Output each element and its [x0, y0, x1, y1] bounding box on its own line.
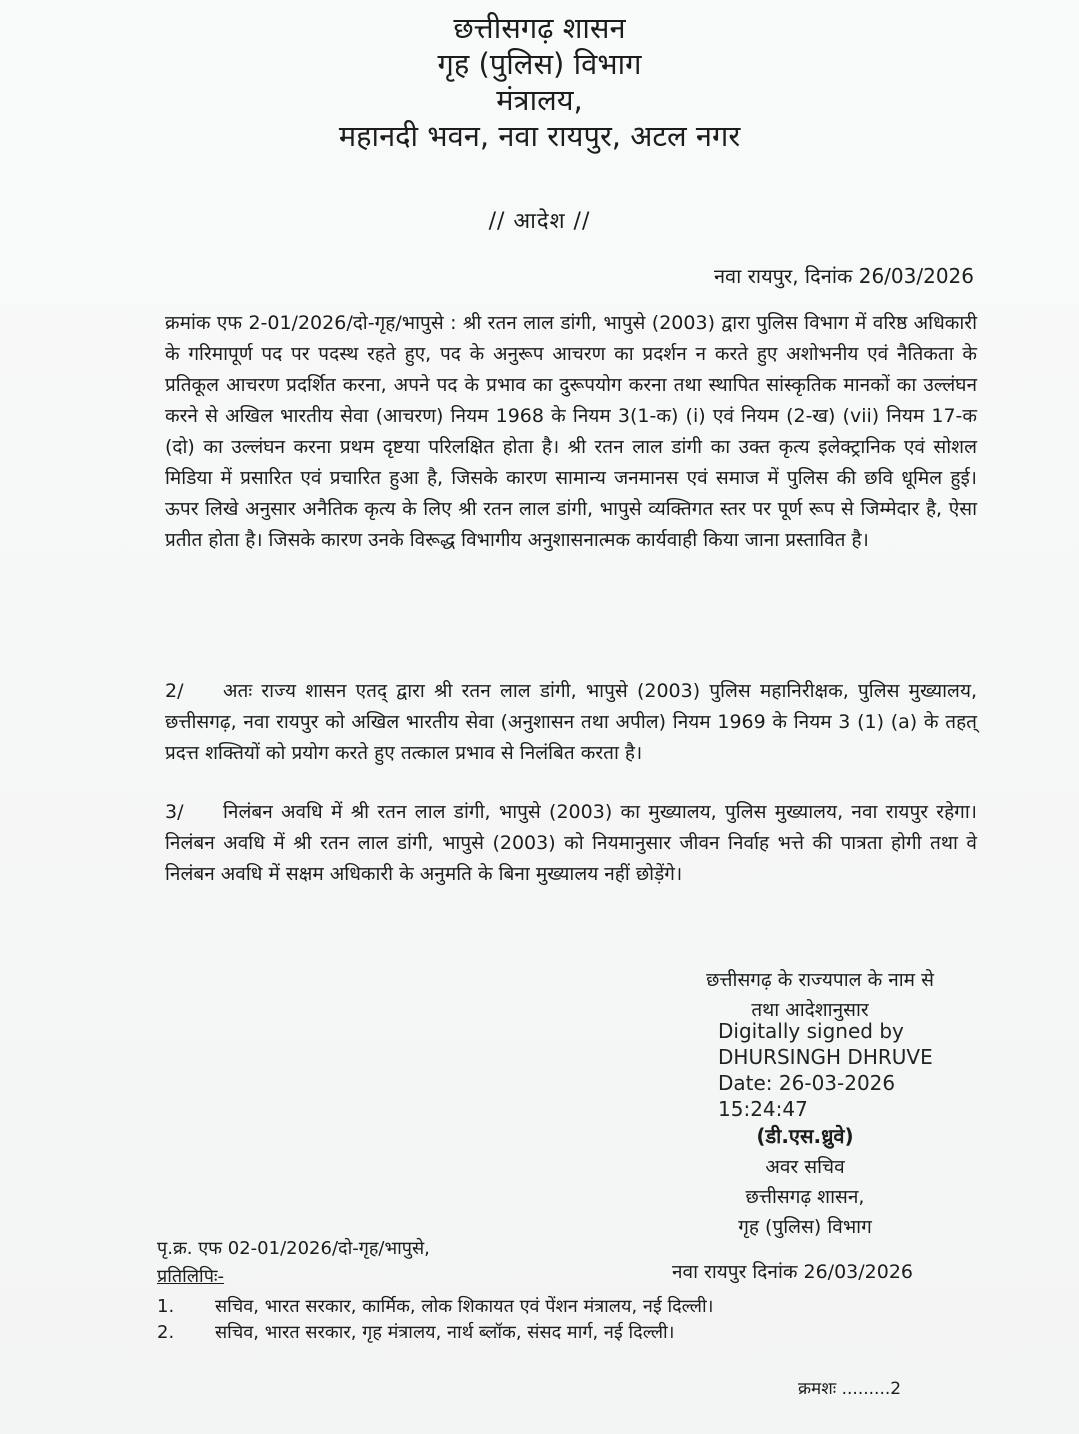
- paragraph-2: [165, 676, 977, 769]
- copy-to-number: 2.: [157, 1322, 175, 1343]
- letterhead: [0, 10, 1079, 154]
- copy-to-list: [157, 1294, 713, 1346]
- paragraph-number: 3/: [165, 801, 184, 823]
- copy-to-item: [157, 1294, 713, 1320]
- digital-signature-time: 15:24:47: [718, 1097, 808, 1121]
- paragraph-3: [165, 797, 977, 890]
- digital-signature: [718, 1018, 933, 1122]
- copy-to-label: प्रतिलिपिः-: [157, 1266, 225, 1287]
- letterhead-government: छत्तीसगढ़ शासन: [453, 11, 626, 45]
- paragraph-text: निलंबन अवधि में श्री रतन लाल डांगी, भापुसे (2003) का मुख्यालय, पुलिस मुख्यालय, नवा रायपुर रहेगा। निलंबन अवधि में श्री रतन लाल डांगी, भापुसे (2003) को नियमानुसार जीवन निर्वाह भत्ते की पात्रता होगी तथा वे निलंबन अवधि में सक्षम अधिकारी के अनुमति के बिना मुख्यालय नहीं छोड़ेंगे।: [165, 801, 977, 885]
- copy-to-text: सचिव, भारत सरकार, गृह मंत्रालय, नार्थ ब्लॉक, संसद मार्ग, नई दिल्ली।: [215, 1322, 675, 1343]
- digital-signature-name: DHURSINGH DHRUVE: [718, 1045, 933, 1069]
- authority-line-1: छत्तीसगढ़ के राज्यपाल के नाम से: [706, 969, 934, 991]
- letterhead-department: गृह (पुलिस) विभाग: [437, 47, 642, 81]
- paragraph-text: अतः राज्य शासन एतद् द्वारा श्री रतन लाल डांगी, भापुसे (2003) पुलिस महानिरीक्षक, पुलिस मुख्यालय, छत्तीसगढ़, नवा रायपुर को अखिल भारतीय सेवा (अनुशासन तथा अपील) नियम 1969 के नियम 3 (1) (a) के तहत् प्रदत्त शक्तियों को प्रयोग करते हुए तत्काल प्रभाव से निलंबित करता है।: [165, 680, 977, 764]
- order-place-date: नवा रायपुर, दिनांक 26/03/2026: [713, 264, 974, 288]
- digital-signature-date: Date: 26-03-2026: [718, 1071, 896, 1095]
- letterhead-ministry: मंत्रालय,: [496, 83, 583, 117]
- signatory-org-2: गृह (पुलिस) विभाग: [738, 1216, 872, 1238]
- endorsement-ref-no: पृ.क्र. एफ 02-01/2026/दो-गृह/भापुसे,: [157, 1238, 430, 1259]
- copy-to-number: 1.: [157, 1296, 175, 1317]
- copy-to-text: सचिव, भारत सरकार, कार्मिक, लोक शिकायत एवं पेंशन मंत्रालय, नई दिल्ली।: [215, 1296, 714, 1317]
- signatory-org-1: छत्तीसगढ़ शासन,: [745, 1186, 865, 1208]
- signatory-designation-block: [700, 1152, 910, 1242]
- endorsement-place-date: नवा रायपुर दिनांक 26/03/2026: [672, 1261, 914, 1283]
- order-title: // आदेश //: [488, 209, 591, 234]
- digital-signature-label: Digitally signed by: [718, 1019, 904, 1043]
- authority-line-2: तथा आदेशानुसार: [751, 999, 869, 1021]
- paragraph-1: क्रमांक एफ 2-01/2026/दो-गृह/भापुसे : श्री रतन लाल डांगी, भापुसे (2003) द्वारा पुलिस विभाग में वरिष्ठ अधिकारी के गरिमापूर्ण पद पर पदस्थ रहते हुए, पद के अनुरूप आचरण का प्रदर्शन न करते हुए अशोभनीय एवं नैतिकता के प्रतिकूल आचरण प्रदर्शित करना, अपने पद के प्रभाव का दुरूपयोग करना तथा स्थापित सांस्कृतिक मानकों का उल्लंघन करने से अखिल भारतीय सेवा (आचरण) नियम 1968 के नियम 3(1-क) (i) एवं नियम (2-ख) (vii) नियम 17-क (दो) का उल्लंघन करना प्रथम दृष्टया परिलक्षित होता है। श्री रतन लाल डांगी का उक्त कृत्य इलेक्ट्रानिक एवं सोशल मिडिया में प्रसारित एवं प्रचारित हुआ है, जिसके कारण सामान्य जनमानस एवं समाज में पुलिस की छवि धूमिल हुई। ऊपर लिखे अनुसार अनैतिक कृत्य के लिए श्री रतन लाल डांगी, भापुसे व्यक्तिगत स्तर पर पूर्ण रूप से जिम्मेदार है, ऐसा प्रतीत होता है। जिसके कारण उनके विरूद्ध विभागीय अनुशासनात्मक कार्यवाही किया जाना प्रस्तावित है।: [165, 312, 977, 551]
- continued-marker: क्रमशः .........2: [798, 1379, 902, 1399]
- letterhead-address: महानदी भवन, नवा रायपुर, अटल नगर: [338, 119, 741, 153]
- signatory-designation: अवर सचिव: [765, 1156, 845, 1178]
- copy-to-item: [157, 1320, 713, 1346]
- signature-authority: [670, 965, 970, 1025]
- paragraph-number: 2/: [165, 680, 184, 702]
- signatory-name: (डी.एस.ध्रुवे): [756, 1124, 854, 1148]
